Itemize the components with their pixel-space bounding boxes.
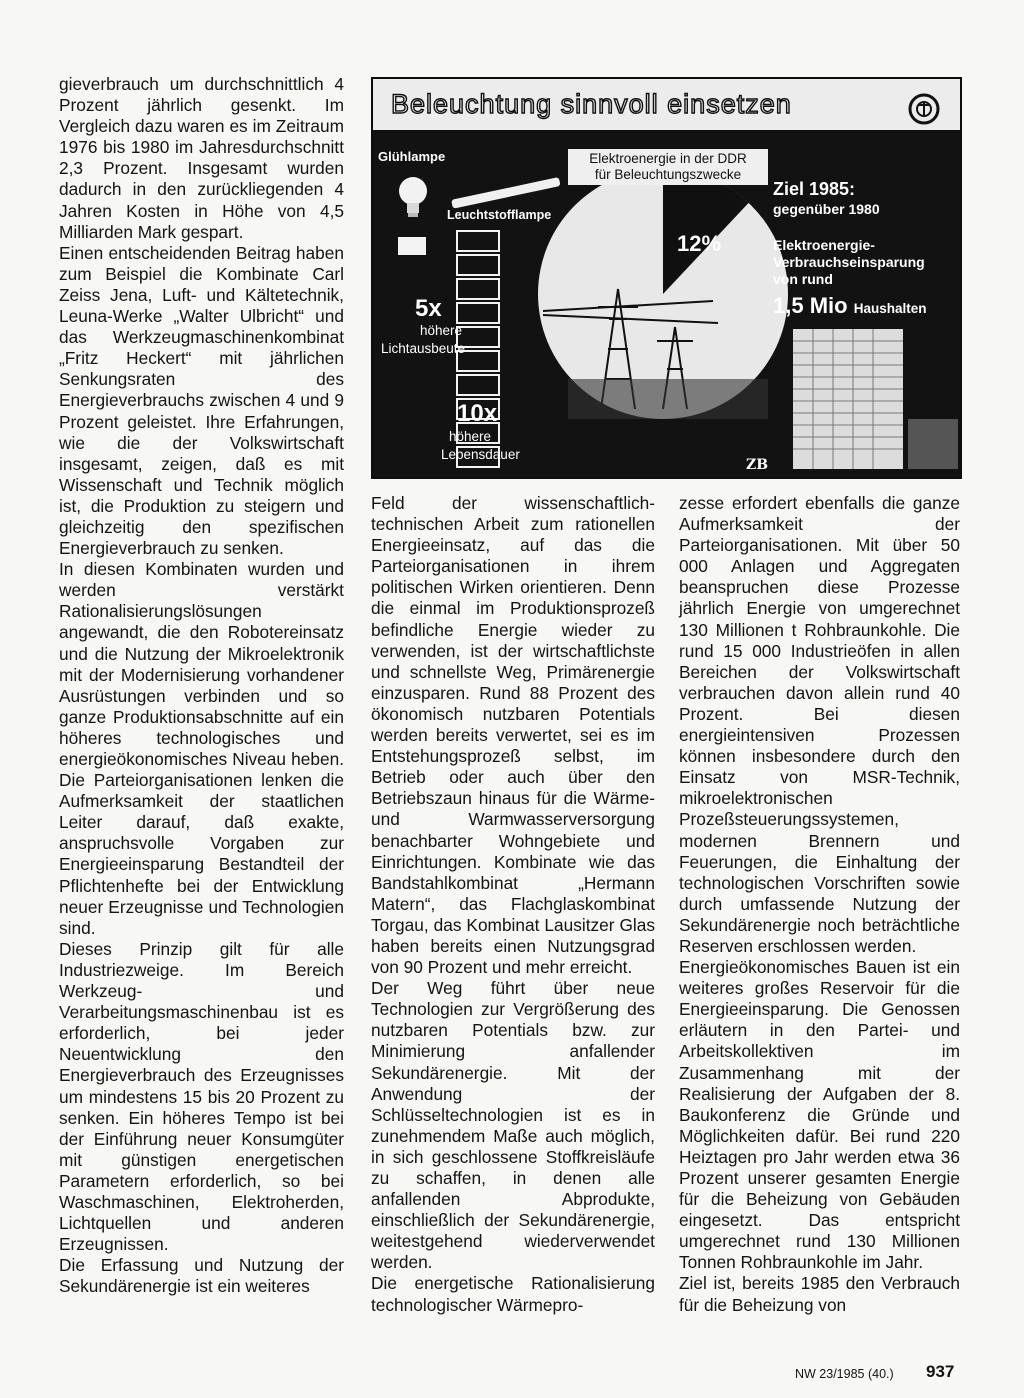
infographic-title: Beleuchtung sinnvoll einsetzen bbox=[391, 89, 792, 119]
label-leuchtstofflampe: Leuchtstofflampe bbox=[447, 208, 552, 222]
paragraph: Feld der wissenschaftlich-technischen Arbeit zum rationellen Energieeinsatz, auf das die Parteiorganisationen in ihrem politischen Wirken orientieren. Denn die einmal im Produktionsprozeß befindliche Energie wieder zu verwenden, ist der wirtschaftlichste und schnellste Weg, Primärenergie einzusparen. Rund 88 Prozent des ökonomisch nutzbaren Potentials werden bereits verwertet, sei es im Entstehungsprozeß selbst, im Betrieb oder auch über den Betriebszaun hinaus für die Wärme- und Warmwasserversorgung benachbarter Wohngebiete und Einrichtungen. Kombinate wie das Bandstahlkombinat „Hermann Matern“, das Flachglaskombinat Torgau, das Kombinat Lausitzer Glas haben bereits einen Nutzungsgrad von 90 Prozent und mehr erreicht. bbox=[371, 493, 655, 978]
paragraph: gieverbrauch um durchschnittlich 4 Prozent jährlich gesenkt. Im Vergleich dazu waren es im Zeitraum 1976 bis 1980 im Jahresdurchschnitt 2,3 Prozent. Insgesamt wurden dadurch in den zurückliegenden 4 Jahren Kosten in Höhe von 4,5 Milliarden Mark gespart. bbox=[59, 74, 344, 242]
label-haushalten: Haushalten bbox=[853, 301, 927, 316]
label-hoehere-1: höhere bbox=[420, 323, 463, 338]
column-3 bbox=[679, 493, 960, 1316]
label-gegenueber: gegenüber 1980 bbox=[773, 201, 880, 217]
pie-caption bbox=[568, 149, 768, 185]
pie-percent-label: 12% bbox=[677, 231, 722, 256]
label-elektro-line-2: Verbrauchseinsparung bbox=[773, 254, 925, 270]
pie-caption-line-1: Elektroenergie in der DDR bbox=[589, 151, 747, 166]
label-elektro-line-3: von rund bbox=[773, 271, 833, 287]
column-2 bbox=[371, 493, 655, 1316]
paragraph: zesse erfordert ebenfalls die ganze Aufmerksamkeit der Parteiorganisationen. Mit über 50 000 Anlagen und Aggregaten beanspruchen diese Prozesse jährlich Energie von umgerechnet 130 Millionen t Rohbraunkohle. Die rund 15 000 Industrieöfen in allen Bereichen der Volkswirtschaft verbrauchen davon allein rund 40 Prozent. Bei diesen energieintensiven Prozessen können insbesondere durch den Einsatz von MSR-Technik, mikroelektronischen Prozeßsteuerungssystemen, modernen Brennern und Feuerungen, die Einhaltung der technologischen Vorschriften sowie durch umfassende Nutzung der Sekundärenergie noch beträchtliche Reserven erschlossen werden. bbox=[679, 493, 960, 956]
page-number: 937 bbox=[926, 1362, 955, 1381]
industrial-horizon bbox=[568, 379, 768, 419]
apartment-building-icon bbox=[793, 329, 958, 469]
pie-caption-line-2: für Beleuchtungszwecke bbox=[594, 167, 742, 182]
paragraph: Dieses Prinzip gilt für alle Industriezweige. Im Bereich Werkzeug- und Verarbeitungsmaschinenbau ist es erforderlich, bei jeder Neuentwicklung den Energieverbrauch des Erzeugnisses um mindestens 15 bis 20 Prozent zu senken. Ein höheres Tempo ist bei der Einführung neuer Konsumgüter mit günstigen energetischen Parametern erforderlich, so bei Waschmaschinen, Elektroherden, Lichtquellen und anderen Erzeugnissen. bbox=[59, 938, 344, 1255]
column-1 bbox=[59, 74, 344, 1297]
paragraph: Einen entscheidenden Beitrag haben zum Beispiel die Kombinate Carl Zeiss Jena, Luft- und Kältetechnik, Leuna-Werke „Walter Ulbricht“ und das Werkzeugmaschinenkombinat „Fritz Heckert“ mit jährlichen Senkungsraten des Energieverbrauchs zwischen 4 und 9 Prozent geleistet. Ihre Erfahrungen, wie die der Volkswirtschaft insgesamt, zeigen, daß es mit Wissenschaft und Technik möglich ist, die Produktion zu steigern und gleichzeitig den spezifischen Energieverbrauch zu senken. bbox=[59, 242, 344, 559]
label-hoehere-2: höhere bbox=[449, 429, 492, 444]
fluorescent-tube-icon bbox=[451, 177, 560, 209]
label-5x: 5x bbox=[415, 295, 442, 322]
label-mio-value: 1,5 Mio bbox=[773, 293, 848, 318]
label-elektroenergie bbox=[773, 237, 962, 288]
label-gluehlampe: Glühlampe bbox=[378, 149, 446, 164]
infographic bbox=[371, 77, 962, 479]
paragraph: Ziel ist, bereits 1985 den Verbrauch für die Beheizung von bbox=[679, 1273, 960, 1315]
label-lichtausbeute: Lichtausbeute bbox=[381, 341, 466, 356]
lightbulb-icon bbox=[399, 177, 427, 217]
label-lebensdauer: Lebensdauer bbox=[441, 447, 520, 462]
paragraph: In diesen Kombinaten wurden und werden verstärkt Rationalisierungslösungen angewandt, die den Robotereinsatz und die Nutzung der Mikroelektronik mit der Modernisierung vorhandener Ausrüstungen verbinden und so ganze Produktionsabschnitte auf ein höheres technologisches und energieökonomisches Niveau heben. Die Parteiorganisationen lenken die Aufmerksamkeit der staatlichen Leiter darauf, daß exakte, anspruchsvolle Vorgaben zur Energieeinsparung Bestandteil der Pflichtenhefte bei der Entwicklung neuer Erzeugnisse und Technologien sind. bbox=[59, 559, 344, 938]
label-mio bbox=[773, 293, 926, 319]
issue-reference: NW 23/1985 (40.) bbox=[795, 1367, 894, 1381]
bulb-efficiency-box bbox=[398, 237, 426, 255]
artist-signature: ZB bbox=[746, 457, 769, 473]
label-elektro-line-1: Elektroenergie- bbox=[773, 237, 875, 253]
paragraph: Die Erfassung und Nutzung der Sekundärenergie ist ein weiteres bbox=[59, 1255, 344, 1297]
paragraph: Der Weg führt über neue Technologien zur Vergrößerung des nutzbaren Potentials bzw. zur Minimierung anfallender Sekundärenergie. Mit der Anwendung der Schlüsseltechnologien ist es in zunehmendem Maße auch möglich, in sich geschlossene Stoffkreisläufe zu schaffen, in denen alle anfallenden Abprodukte, einschließlich der Sekundärenergie, weitestgehend wiederverwendet werden. bbox=[371, 978, 655, 1273]
label-ziel: Ziel 1985: bbox=[773, 179, 856, 199]
paragraph: Energieökonomisches Bauen ist ein weiteres großes Reservoir für die Energieeinsparung. Die Genossen erläutern in den Partei- und Arbeitskollektiven im Zusammenhang mit der Realisierung der Aufgaben der 8. Baukonferenz die Gründe und Möglichkeiten dafür. Bei rund 220 Heiztagen pro Jahr werden etwa 36 Prozent unserer gesamten Energie für die Beheizung von Gebäuden eingesetzt. Das entspricht umgerechnet rund 130 Millionen Tonnen Rohbraunkohle im Jahr. bbox=[679, 957, 960, 1273]
label-10x: 10x bbox=[457, 400, 498, 427]
paragraph: Die energetische Rationalisierung technologischer Wärmepro- bbox=[371, 1273, 655, 1315]
